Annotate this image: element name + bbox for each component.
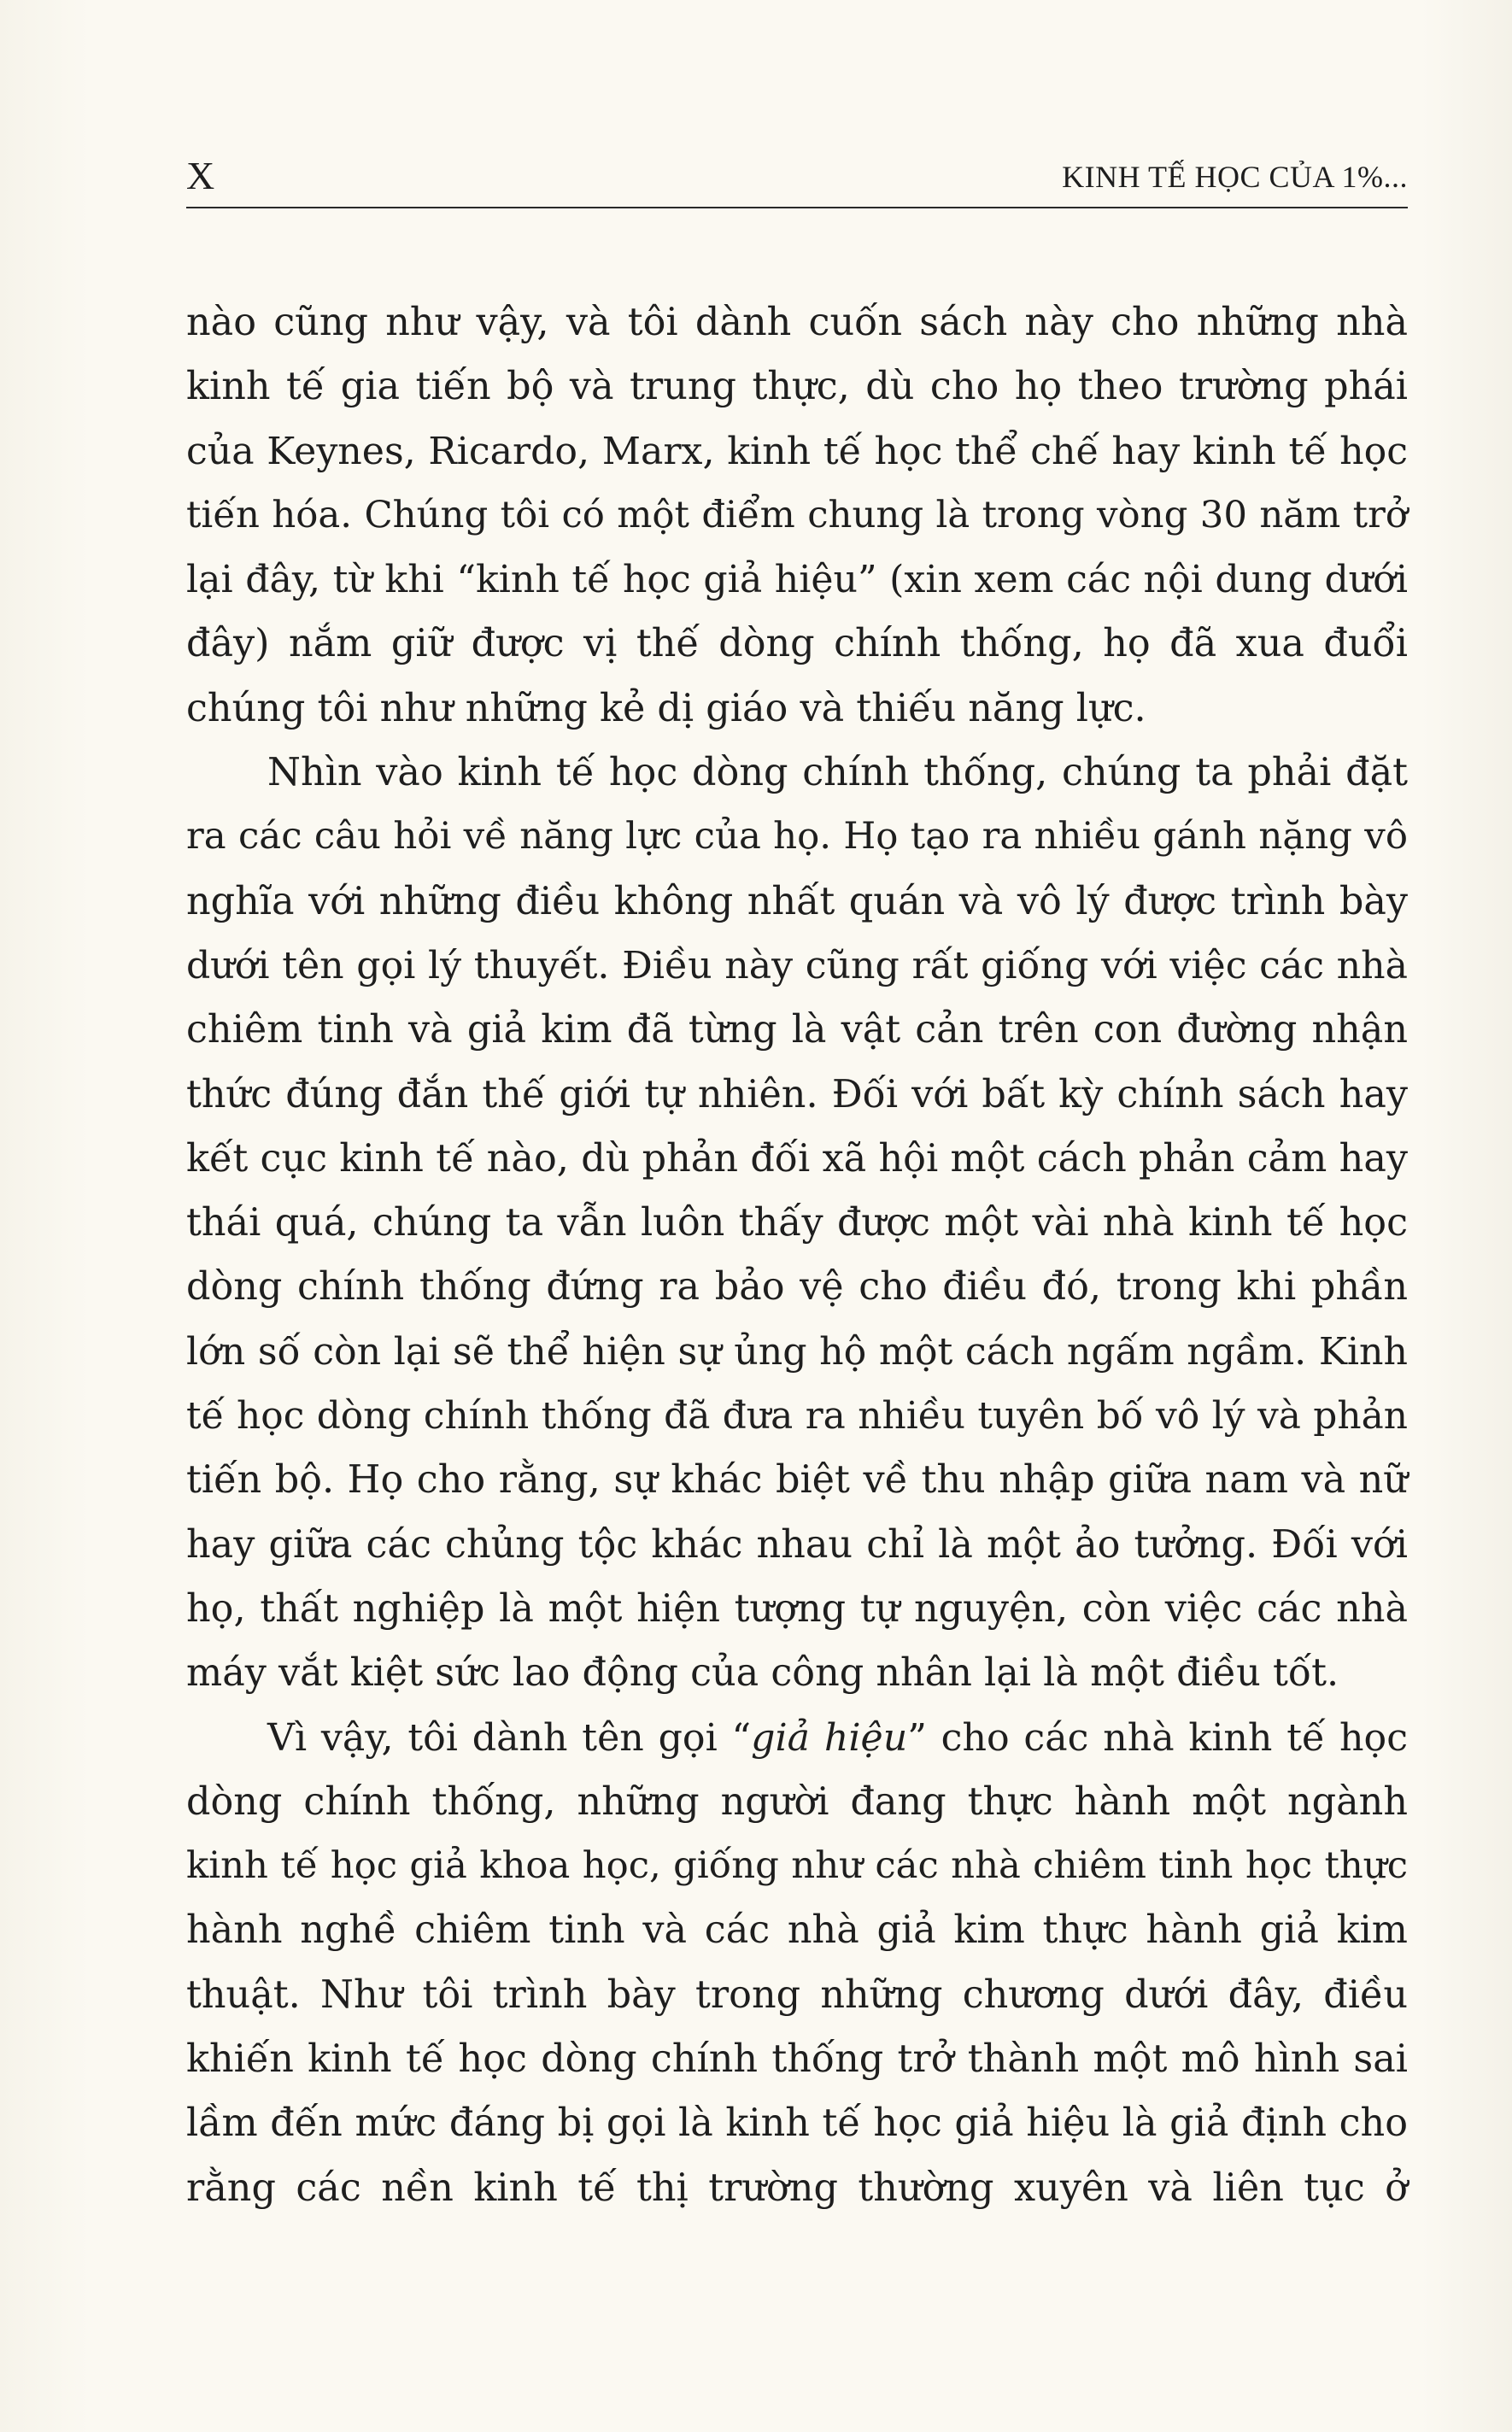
text-line: kinh tế học giả khoa học, giống như các nhà chiêm tinh học thực bbox=[186, 1844, 1408, 1888]
text-line: lớn số còn lại sẽ thể hiện sự ủng hộ một cách ngấm ngầm. Kinh bbox=[186, 1329, 1408, 1374]
text-line: hay giữa các chủng tộc khác nhau chỉ là một ảo tưởng. Đối với bbox=[186, 1522, 1408, 1567]
page-header bbox=[186, 154, 1408, 205]
text-line: rằng các nền kinh tế thị trường thường xuyên và liên tục ở bbox=[186, 2165, 1408, 2210]
text-line: tiến hóa. Chúng tôi có một điểm chung là trong vòng 30 năm trở bbox=[186, 493, 1408, 536]
text-line: khiến kinh tế học dòng chính thống trở thành một mô hình sai bbox=[186, 2037, 1408, 2082]
text-line: Nhìn vào kinh tế học dòng chính thống, chúng ta phải đặt bbox=[267, 751, 1408, 795]
text-line: thuật. Như tôi trình bày trong những chương dưới đây, điều bbox=[186, 1972, 1408, 2017]
text-line: chiêm tinh và giả kim đã từng là vật cản trên con đường nhận bbox=[186, 1008, 1408, 1052]
text-line: tế học dòng chính thống đã đưa ra nhiều tuyên bố vô lý và phản bbox=[186, 1394, 1408, 1439]
text-line: chúng tôi như những kẻ dị giáo và thiếu năng lực. bbox=[186, 686, 1146, 730]
emphasis: giả hiệu bbox=[751, 1715, 908, 1760]
text-line: dòng chính thống, những người đang thực hành một ngành bbox=[186, 1779, 1408, 1824]
text-line: đây) nắm giữ được vị thế dòng chính thống, họ đã xua đuổi bbox=[186, 622, 1408, 666]
header-rule bbox=[186, 207, 1408, 208]
text-line: nào cũng như vậy, và tôi dành cuốn sách này cho những nhà bbox=[186, 301, 1408, 344]
text-line: lại đây, từ khi “kinh tế học giả hiệu” (xin xem các nội dung dưới bbox=[186, 558, 1408, 602]
text-line: Vì vậy, tôi dành tên gọi “giả hiệu” cho các nhà kinh tế học bbox=[267, 1715, 1408, 1760]
text-line: kết cục kinh tế nào, dù phản đối xã hội một cách phản cảm hay bbox=[186, 1136, 1408, 1181]
text-line: họ, thất nghiệp là một hiện tượng tự nguyện, còn việc các nhà bbox=[186, 1586, 1408, 1631]
text-line: nghĩa với những điều không nhất quán và vô lý được trình bày bbox=[186, 879, 1408, 923]
body-text bbox=[186, 290, 1408, 2220]
text-line: thức đúng đắn thế giới tự nhiên. Đối với bất kỳ chính sách hay bbox=[186, 1072, 1408, 1116]
text-line: hành nghề chiêm tinh và các nhà giả kim thực hành giả kim bbox=[186, 1908, 1408, 1953]
page-number: X bbox=[186, 154, 217, 197]
text-line: của Keynes, Ricardo, Marx, kinh tế học thể chế hay kinh tế học bbox=[186, 429, 1408, 473]
text-line: thái quá, chúng ta vẫn luôn thấy được một vài nhà kinh tế học bbox=[186, 1201, 1408, 1245]
text-line: dưới tên gọi lý thuyết. Điều này cũng rất giống với việc các nhà bbox=[186, 943, 1408, 987]
text-line: kinh tế gia tiến bộ và trung thực, dù cho họ theo trường phái bbox=[186, 365, 1408, 409]
text-line: lầm đến mức đáng bị gọi là kinh tế học giả hiệu là giả định cho bbox=[186, 2101, 1408, 2146]
text-line: dòng chính thống đứng ra bảo vệ cho điều đó, trong khi phần bbox=[186, 1265, 1408, 1310]
text-line: tiến bộ. Họ cho rằng, sự khác biệt về thu nhập giữa nam và nữ bbox=[186, 1458, 1408, 1503]
running-title: KINH TẾ HỌC CỦA 1%... bbox=[1062, 160, 1408, 194]
text-line: ra các câu hỏi về năng lực của họ. Họ tạo ra nhiều gánh nặng vô bbox=[186, 815, 1408, 859]
text-line: máy vắt kiệt sức lao động của công nhân lại là một điều tốt. bbox=[186, 1651, 1339, 1696]
